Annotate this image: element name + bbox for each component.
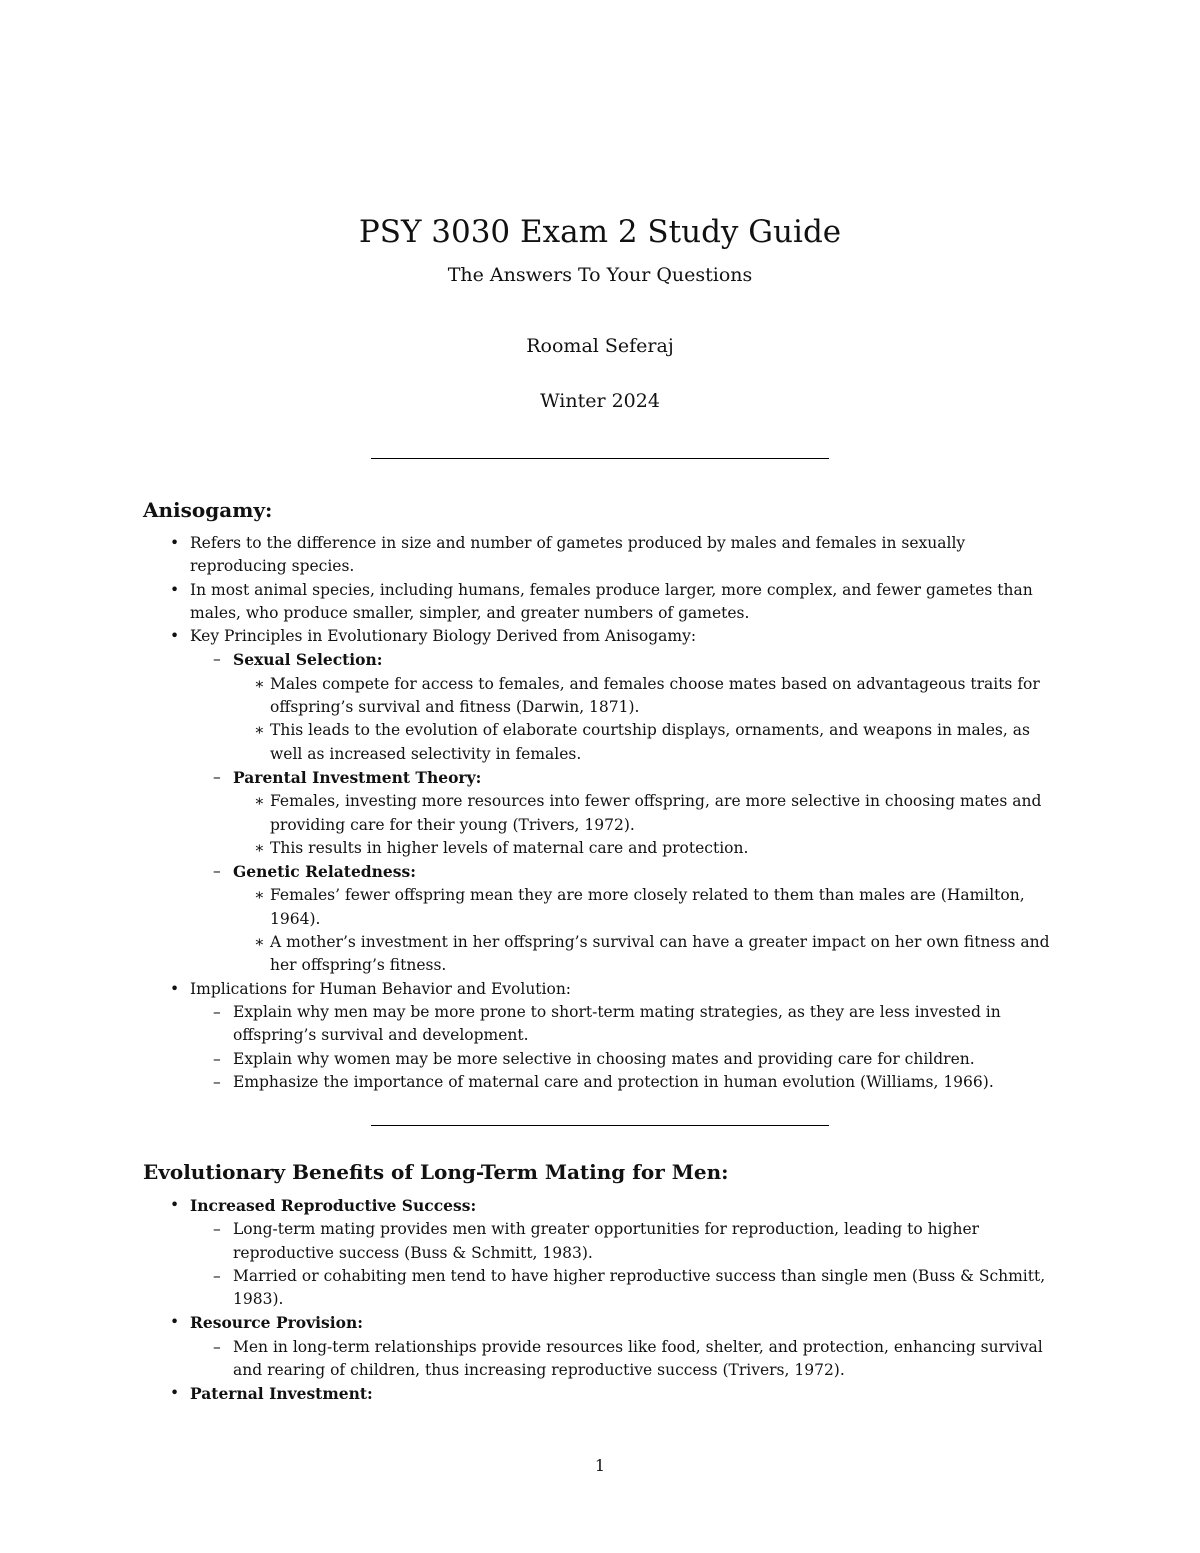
list-item <box>233 837 1063 860</box>
bullet-marker: • <box>170 580 180 599</box>
list-item-label: Sexual Selection: <box>233 650 383 670</box>
list-item <box>190 766 1063 860</box>
list-item-text: This leads to the evolution of elaborate courtship displays, ornaments, and weapons in males, as well as increased selectivity in females. <box>270 721 1030 763</box>
star-marker: ∗ <box>254 674 265 693</box>
sub-sub-list <box>233 790 1063 860</box>
sub-list <box>190 648 1063 977</box>
document-subtitle: The Answers To Your Questions <box>447 264 753 286</box>
dash-marker: – <box>213 1072 221 1091</box>
list-item <box>143 1194 1063 1311</box>
list-item <box>190 1336 1063 1383</box>
list-item-label: Resource Provision: <box>190 1313 363 1333</box>
bullet-marker: • <box>170 1196 180 1214</box>
page-number: 1 <box>594 1456 606 1475</box>
bullet-marker: • <box>170 627 180 646</box>
list-item-text: Men in long-term relationships provide resources like food, shelter, and protection, enhancing survival and rearing of children, thus increasing reproductive success (Trivers, 1972). <box>233 1337 1043 1380</box>
list-item-label: Parental Investment Theory: <box>233 767 482 787</box>
list-item <box>190 1265 1063 1312</box>
list-item-text: A mother’s investment in her offspring’s survival can have a greater impact on her own fitness and her offspring’s fitness. <box>270 933 1050 975</box>
horizontal-rule <box>371 458 829 459</box>
dash-marker: – <box>213 1337 221 1356</box>
list-item <box>143 625 1063 977</box>
list-item <box>190 1218 1063 1265</box>
list-item-label: Paternal Investment: <box>190 1384 373 1404</box>
list-item <box>143 532 1063 579</box>
bullet-marker: • <box>170 1384 180 1403</box>
list-item <box>233 673 1063 720</box>
list-item-text: Refers to the difference in size and number of gametes produced by males and females in sexually reproducing species. <box>190 534 966 576</box>
list-item <box>190 1001 1063 1048</box>
list-item-text: Females’ fewer offspring mean they are more closely related to them than males are (Hamilton, 1964). <box>270 886 1025 928</box>
section-anisogamy <box>143 496 1063 1094</box>
document-date: Winter 2024 <box>540 390 660 412</box>
list-item-text: This results in higher levels of maternal care and protection. <box>270 838 749 857</box>
sub-list <box>190 1336 1063 1383</box>
list-item <box>233 884 1063 931</box>
sub-list <box>190 1218 1063 1311</box>
section-heading: Evolutionary Benefits of Long-Term Mating for Men: <box>143 1160 729 1184</box>
list-item-text: Females, investing more resources into fewer offspring, are more selective in choosing mates and providing care for their young (Trivers, 1972). <box>270 792 1042 834</box>
list-item <box>233 931 1063 978</box>
list-item <box>233 719 1063 766</box>
list-item <box>190 1071 1063 1094</box>
list-item-label: Genetic Relatedness: <box>233 862 416 882</box>
star-marker: ∗ <box>254 721 265 740</box>
horizontal-rule <box>371 1125 829 1126</box>
list-item-text: Married or cohabiting men tend to have higher reproductive success than single men (Buss & Schmitt, 1983). <box>233 1266 1046 1309</box>
star-marker: ∗ <box>254 838 265 857</box>
list-item-text: Explain why men may be more prone to short-term mating strategies, as they are less invested in offspring’s survival and development. <box>233 1002 1001 1045</box>
list-item <box>143 1311 1063 1382</box>
sub-sub-list <box>233 673 1063 766</box>
list-item <box>143 579 1063 626</box>
list-item <box>190 1048 1063 1071</box>
dash-marker: – <box>213 1266 221 1285</box>
list-item-text: Key Principles in Evolutionary Biology Derived from Anisogamy: <box>190 627 697 646</box>
dash-marker: – <box>213 1002 221 1021</box>
list-item <box>190 860 1063 977</box>
bullet-list <box>143 532 1063 1094</box>
dash-marker: – <box>213 767 221 786</box>
list-item-text: Males compete for access to females, and females choose mates based on advantageous traits for offspring’s survival and fitness (Darwin, 1871). <box>270 674 1040 717</box>
bullet-marker: • <box>170 1313 180 1332</box>
list-item-text: Explain why women may be more selective in choosing mates and providing care for children. <box>233 1049 975 1068</box>
star-marker: ∗ <box>254 933 265 952</box>
section-long-term-mating <box>143 1158 1063 1407</box>
sub-list <box>190 1001 1063 1094</box>
star-marker: ∗ <box>254 792 265 811</box>
bullet-list <box>143 1194 1063 1407</box>
document-author: Roomal Seferaj <box>526 335 674 357</box>
dash-marker: – <box>213 1049 221 1068</box>
star-marker: ∗ <box>254 886 265 905</box>
list-item <box>190 648 1063 765</box>
dash-marker: – <box>213 650 221 669</box>
list-item-text: Long-term mating provides men with greater opportunities for reproduction, leading to higher reproductive success (Buss & Schmitt, 1983). <box>233 1220 980 1262</box>
list-item <box>143 1382 1063 1406</box>
section-heading: Anisogamy: <box>143 498 273 522</box>
dash-marker: – <box>213 862 221 881</box>
bullet-marker: • <box>170 534 180 552</box>
dash-marker: – <box>213 1220 221 1239</box>
list-item-text: Emphasize the importance of maternal care and protection in human evolution (Williams, 1966). <box>233 1072 994 1091</box>
list-item <box>143 978 1063 1094</box>
list-item-label: Increased Reproductive Success: <box>190 1196 477 1215</box>
bullet-marker: • <box>170 979 180 998</box>
sub-sub-list <box>233 884 1063 977</box>
list-item-text: In most animal species, including humans, females produce larger, more complex, and fewer gametes than males, who produce smaller, simpler, and greater numbers of gametes. <box>190 580 1033 622</box>
document-title: PSY 3030 Exam 2 Study Guide <box>358 214 842 250</box>
list-item-text: Implications for Human Behavior and Evolution: <box>190 979 572 998</box>
list-item <box>233 790 1063 837</box>
